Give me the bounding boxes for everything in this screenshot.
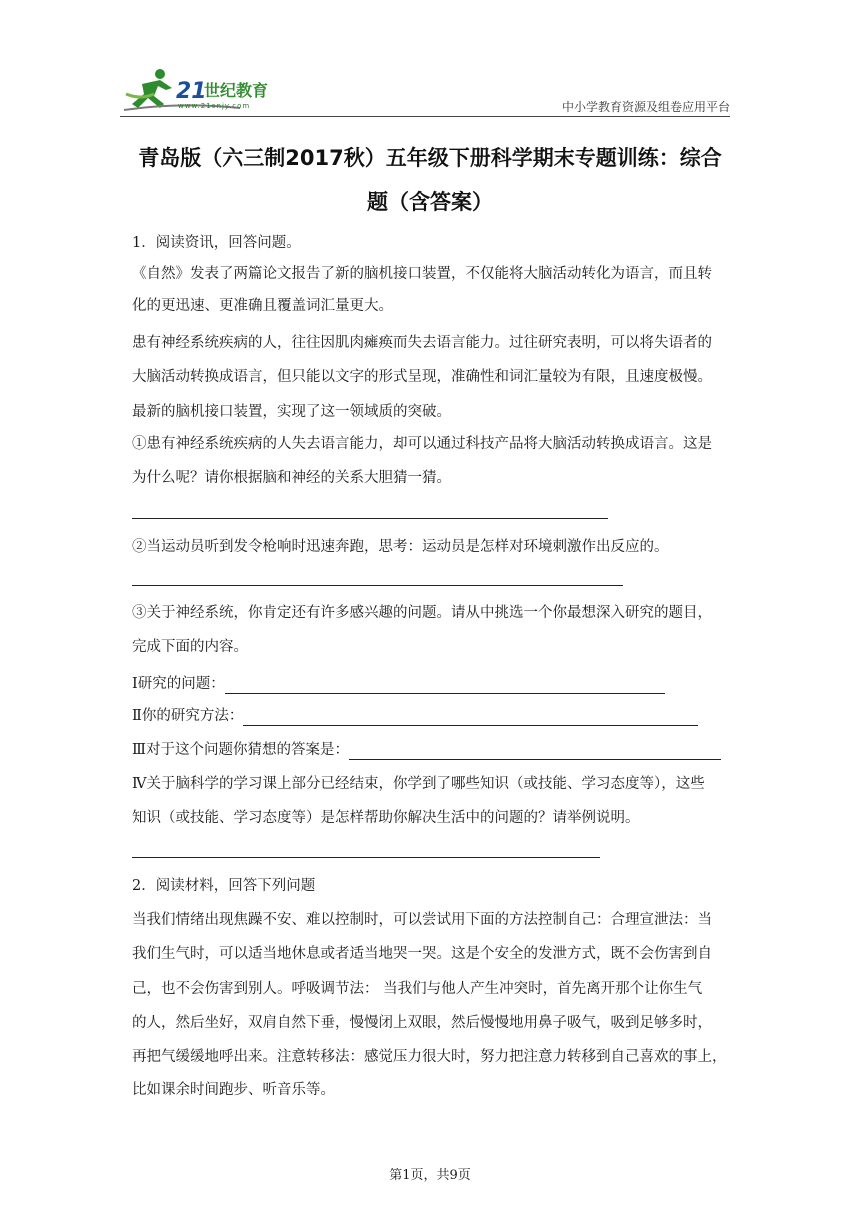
page-header bbox=[120, 64, 730, 120]
q2-line1: 当我们情绪出现焦躁不安、难以控制时，可以尝试用下面的方法控制自己：合理宣泄法：当 bbox=[132, 912, 712, 928]
research-question-blank[interactable] bbox=[225, 677, 665, 694]
hypothesis-row bbox=[132, 740, 721, 760]
q1-sub1-line1: ①患有神经系统疾病的人失去语言能力，却可以通过科技产品将大脑活动转换成语言。这是 bbox=[132, 436, 712, 452]
document-title-line2: 题（含答案） bbox=[367, 190, 493, 214]
research-question-row bbox=[132, 674, 665, 694]
q1-paragraph1-line1: 《自然》发表了两篇论文报告了新的脑机接口装置，不仅能将大脑活动转化为语言，而且转 bbox=[132, 266, 712, 282]
page-footer: 第1页，共9页 bbox=[389, 1168, 471, 1183]
q2-line6: 比如课余时间跑步、听音乐等。 bbox=[132, 1082, 335, 1098]
research-method-label: Ⅱ你的研究方法： bbox=[132, 708, 244, 724]
q2-line5: 再把气缓缓地呼出来。注意转移法：感觉压力很大时，努力把注意力转移到自己喜欢的事上， bbox=[132, 1049, 727, 1065]
q1-r4-line1: Ⅳ关于脑科学的学习课上部分已经结束，你学到了哪些知识（或技能、学习态度等），这些 bbox=[132, 776, 705, 792]
q1-heading: 1．阅读资讯，回答问题。 bbox=[132, 235, 301, 251]
q2-line4: 的人，然后坐好，双肩自然下垂，慢慢闭上双眼，然后慢慢地用鼻子吸气，吸到足够多时， bbox=[132, 1015, 712, 1031]
q2-line3: 己，也不会伤害到别人。呼吸调节法： 当我们与他人产生冲突时，首先离开那个让你生气 bbox=[132, 981, 703, 997]
svg-text:21: 21 bbox=[176, 79, 207, 104]
q1-paragraph2-line2: 大脑活动转换成语言，但只能以文字的形式呈现，准确性和词汇量较为有限，且速度极慢。 bbox=[132, 369, 712, 385]
q1-paragraph1-line2: 化的更迅速、更准确且覆盖词汇量更大。 bbox=[132, 298, 393, 314]
answer-line-2[interactable] bbox=[132, 585, 623, 586]
header-divider bbox=[120, 116, 730, 117]
answer-line-1[interactable] bbox=[132, 518, 608, 519]
research-method-row bbox=[132, 706, 698, 726]
site-url: www.21cnjy.com bbox=[178, 102, 251, 110]
q2-line2: 我们生气时，可以适当地休息或者适当地哭一哭。这是个安全的发泄方式，既不会伤害到自 bbox=[132, 946, 712, 962]
answer-line-3[interactable] bbox=[132, 857, 600, 858]
hypothesis-label: Ⅲ对于这个问题你猜想的答案是： bbox=[132, 742, 349, 758]
q1-paragraph2-line3: 最新的脑机接口装置，实现了这一领域质的突破。 bbox=[132, 404, 451, 420]
q2-heading: 2．阅读材料，回答下列问题 bbox=[132, 878, 316, 894]
q1-sub2: ②当运动员听到发令枪响时迅速奔跑，思考：运动员是怎样对环境刺激作出反应的。 bbox=[132, 539, 669, 555]
q1-paragraph2-line1: 患有神经系统疾病的人，往往因肌肉瘫痪而失去语言能力。过往研究表明，可以将失语者的 bbox=[132, 335, 712, 351]
platform-tagline: 中小学教育资源及组卷应用平台 bbox=[561, 100, 730, 114]
q1-sub1-line2: 为什么呢？请你根据脑和神经的关系大胆猜一猜。 bbox=[132, 470, 451, 486]
research-method-blank[interactable] bbox=[243, 709, 698, 726]
hypothesis-blank[interactable] bbox=[349, 743, 721, 760]
q1-r4-line2: 知识（或技能、学习态度等）是怎样帮助你解决生活中的问题的？请举例说明。 bbox=[132, 810, 640, 826]
document-title-line1: 青岛版（六三制2017秋）五年级下册科学期末专题训练：综合 bbox=[138, 146, 722, 170]
svg-text:世纪教育: 世纪教育 bbox=[204, 81, 269, 100]
q1-sub3-line2: 完成下面的内容。 bbox=[132, 639, 248, 655]
q1-sub3-line1: ③关于神经系统，你肯定还有许多感兴趣的问题。请从中挑选一个你最想深入研究的题目， bbox=[132, 605, 712, 621]
research-question-label: Ⅰ研究的问题： bbox=[132, 676, 225, 692]
